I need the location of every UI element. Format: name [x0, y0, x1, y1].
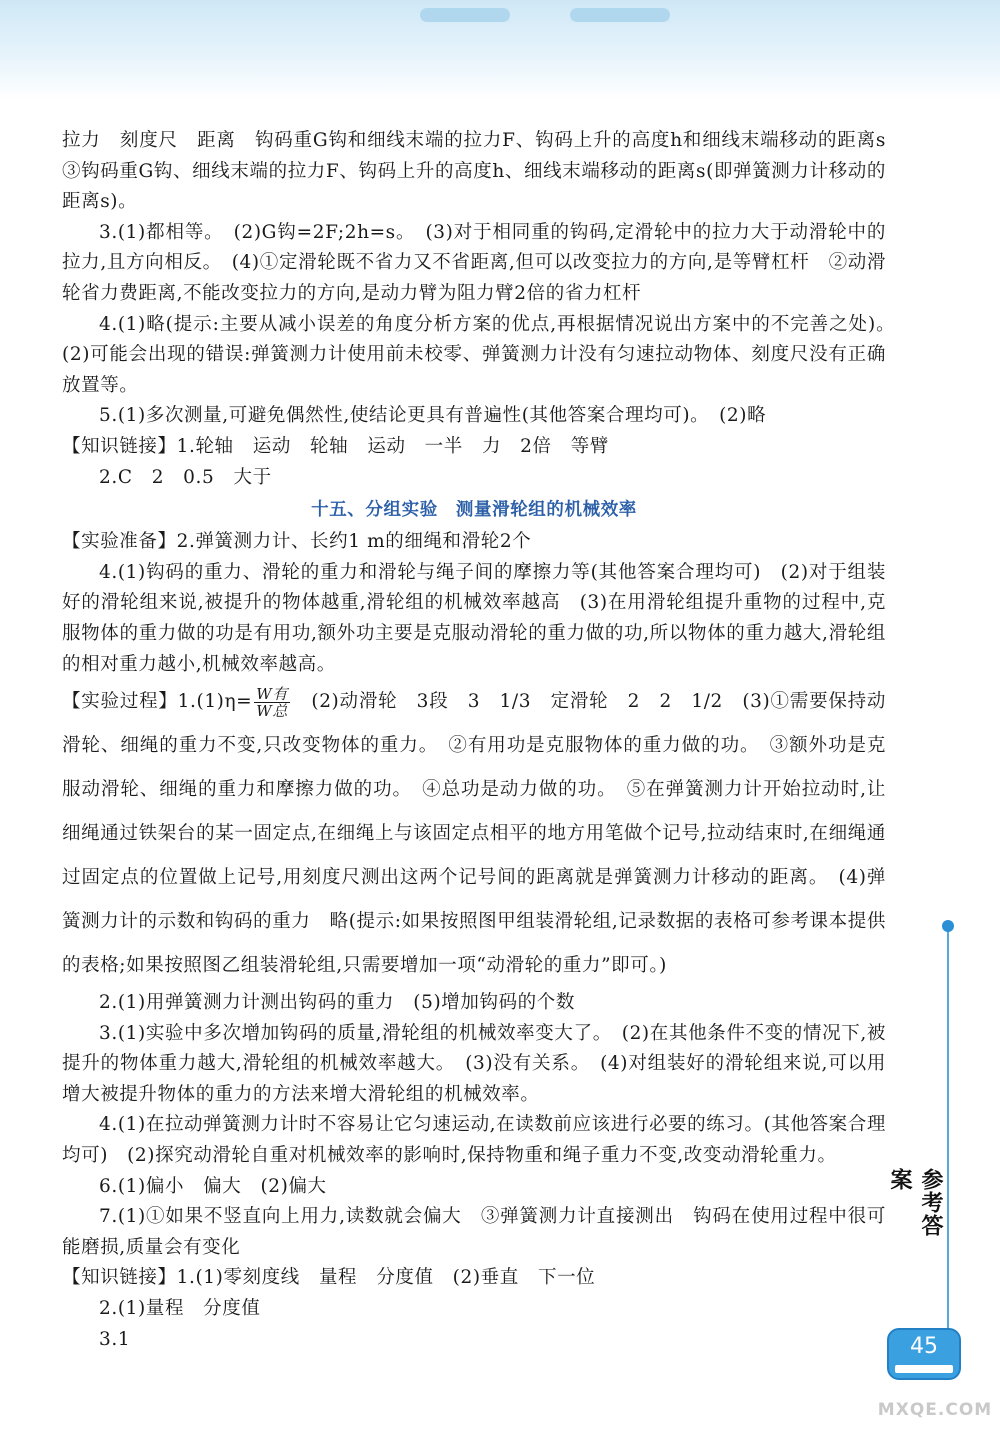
answer-text — [62, 126, 906, 1355]
header-decoration — [420, 8, 510, 22]
text-line: 2.(1)用弹簧测力计测出钩码的重力 (5)增加钩码的个数 — [99, 992, 575, 1014]
text-line: 4.(1)在拉动弹簧测力计时不容易让它匀速运动,在读数前应该进行必要的练习。(其他答案合理均可) (2)探究动滑轮自重对机械效率的影响时,保持物重和绳子重力不变,改变动滑轮重力。 — [62, 1114, 886, 1167]
side-margin — [887, 0, 1000, 1449]
page-number-badge — [887, 1328, 961, 1380]
text-line: 【知识链接】1.(1)零刻度线 量程 分度值 (2)垂直 下一位 — [62, 1267, 596, 1289]
text-line: 2.(1)量程 分度值 — [99, 1298, 261, 1320]
efficiency-formula — [254, 686, 290, 719]
header-band — [0, 0, 1000, 100]
side-rule — [947, 928, 949, 1338]
text-line: 【知识链接】1.轮轴 运动 轮轴 运动 一半 力 2倍 等臂 — [62, 435, 609, 457]
text-line: 4.(1)钩码的重力、滑轮的重力和滑轮与绳子间的摩擦力等(其他答案合理均可) (2)对于组装好的滑轮组来说,被提升的物体越重,滑轮组的机械效率越高 (3)在用滑轮组提升重物的过程中,克服物体的重力做的功是有用功,额外功主要是克服动滑轮的重力做的功,所以物体的重力越大,滑轮组的相对重力越小,机械效率越高。 — [62, 561, 886, 675]
badge-bar — [895, 1365, 953, 1373]
text-line: 2.C 2 0.5 大于 — [99, 466, 272, 488]
text-line: 【实验准备】2.弹簧测力计、长约1 m的细绳和滑轮2个 — [62, 531, 532, 553]
text-line — [62, 680, 886, 988]
text-line: 3.1 — [99, 1328, 131, 1350]
formula-denominator: W总 — [256, 701, 288, 720]
text-line: 3.(1)都相等。 (2)G钩=2F;2h=s。 (3)对于相同重的钩码,定滑轮中的拉力大于动滑轮中的拉力,且方向相反。 (4)①定滑轮既不省力又不省距离,但可以改变拉力的方向,是等臂杠杆 ②动滑轮省力费距离,不能改变拉力的方向,是动力臂为阻力臂2倍的省力杠杆 — [62, 221, 886, 304]
text-line: 5.(1)多次测量,可避免偶然性,使结论更具有普遍性(其他答案合理均可)。 (2)略 — [99, 405, 767, 427]
section-tab-label: 参考答案 — [887, 1168, 943, 1237]
page-number: 45 — [910, 1334, 938, 1359]
bullet-dot-icon — [942, 920, 954, 932]
watermark: MXQE.COM — [877, 1400, 993, 1420]
section-heading: 十五、分组实验 测量滑轮组的机械效率 — [311, 500, 637, 521]
text-segment: (2)动滑轮 3段 3 1/3 定滑轮 2 2 1/2 (3)①需要保持动滑轮、细绳的重力不变,只改变物体的重力。 ②有用功是克服物体的重力做的功。 ③额外功是克服动滑轮、细绳的重力和摩擦力做的功。 ④总功是动力做的功。 ⑤在弹簧测力计开始拉动时,让细绳通过铁架台的某一固定点,在细绳上与该固定点相平的地方用笔做个记号,拉动结束时,在细绳通过固定点的位置做上记号,用刻度尺测出这两个记号间的距离就是弹簧测力计移动的距离。 (4)弹簧测力计的示数和钩码的重力 略(提示:如果按照图甲组装滑轮组,记录数据的表格可参考课本提供的表格;如果按照图乙组装滑轮组,只需要增加一项“动滑轮的重力”即可。) — [62, 691, 886, 977]
formula-numerator: W有 — [256, 684, 288, 703]
text-segment: 【实验过程】1.(1)η= — [62, 691, 253, 713]
text-line: 7.(1)①如果不竖直向上用力,读数就会偏大 ③弹簧测力计直接测出 钩码在使用过程中很可能磨损,质量会有变化 — [62, 1206, 886, 1258]
text-line: 6.(1)偏小 偏大 (2)偏大 — [99, 1175, 327, 1197]
text-line: 拉力 刻度尺 距离 钩码重G钩和细线末端的拉力F、钩码上升的高度h和细线末端移动的距离s ③钩码重G钩、细线末端的拉力F、钩码上升的高度h、细线末端移动的距离s(即弹簧测力计移动的距离s)。 — [62, 130, 906, 213]
header-decoration — [570, 8, 670, 22]
text-line: 3.(1)实验中多次增加钩码的质量,滑轮组的机械效率变大了。 (2)在其他条件不变的情况下,被提升的物体重力越大,滑轮组的机械效率越大。 (3)没有关系。 (4)对组装好的滑轮组来说,可以用增大被提升物体的重力的方法来增大滑轮组的机械效率。 — [62, 1022, 886, 1105]
text-line: 4.(1)略(提示:主要从减小误差的角度分析方案的优点,再根据情况说出方案中的不完善之处)。 (2)可能会出现的错误:弹簧测力计使用前未校零、弹簧测力计没有匀速拉动物体、刻度尺没有正确放置等。 — [62, 313, 906, 396]
